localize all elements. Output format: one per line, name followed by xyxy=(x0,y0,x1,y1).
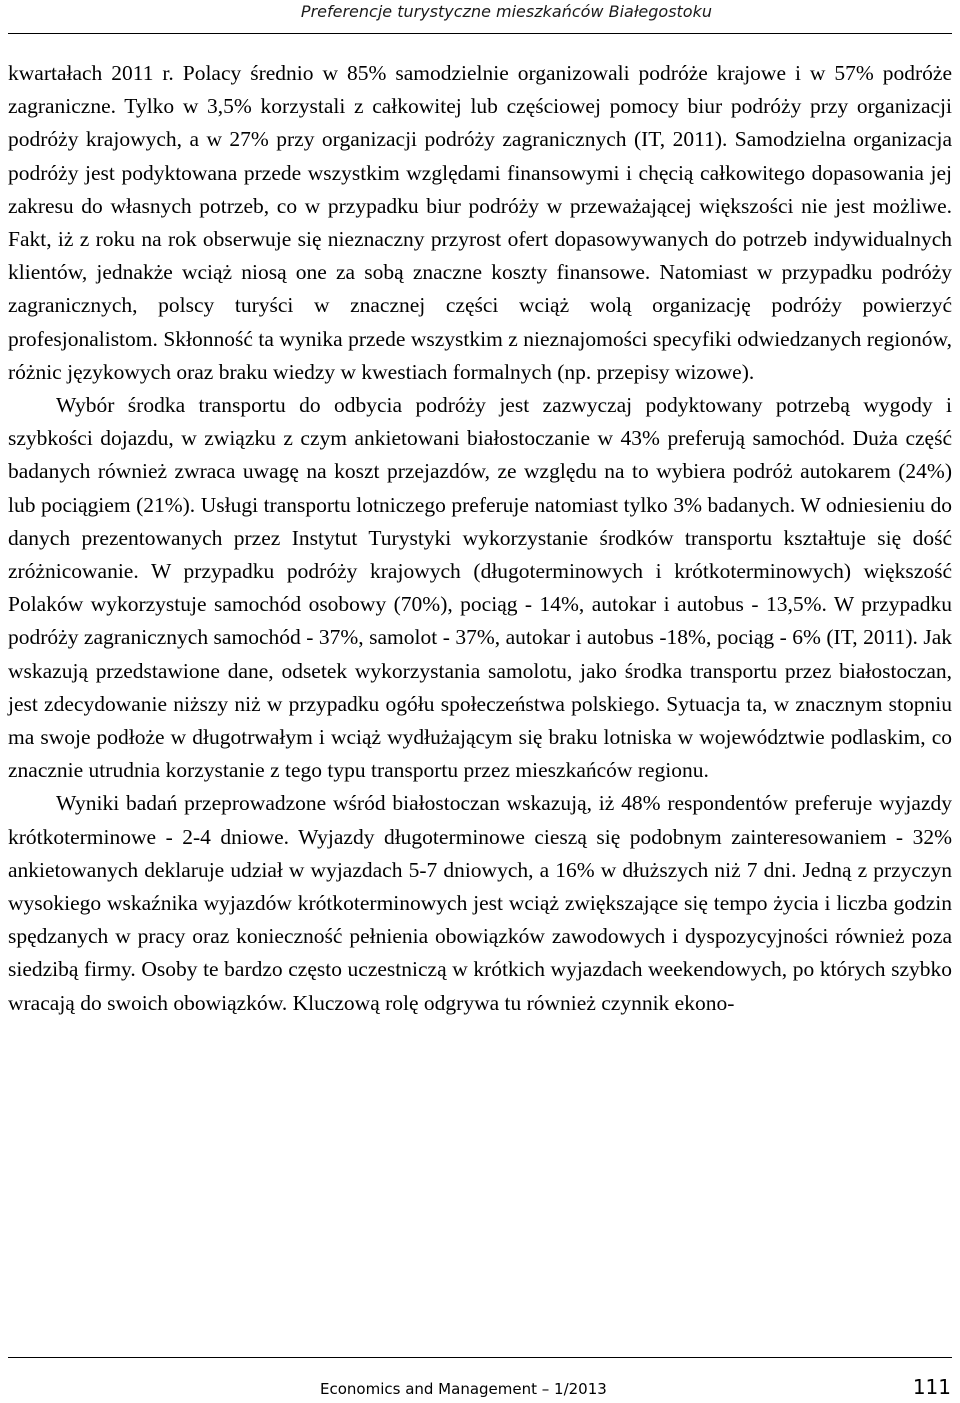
paragraph-trip-duration: Wyniki badań przeprowadzone wśród białostoczan wskazują, iż 48% respondentów preferuje wyjazdy krótkoterminowe - 2-4 dniowe. Wyjazdy długoterminowe cieszą się podobnym zainteresowaniem - 32% ankietowanych deklaruje udział w wyjazdach 5-7 dniowych, a 16% w dłuższych niż 7 dni. Jedną z przyczyn wysokiego wskaźnika wyjazdów krótkoterminowych jest wciąż zwiększające się tempo życia i liczba godzin spędzanych w pracy oraz konieczność pełnienia obowiązków zawodowych i dyspozycyjności również poza siedzibą firmy. Osoby te bardzo często uczestniczą w krótkich wyjazdach weekendowych, po których szybko wracają do swoich obowiązków. Kluczową rolę odgrywa tu również czynnik ekono- xyxy=(8,791,952,1015)
paragraph-transport: Wybór środka transportu do odbycia podróży jest zazwyczaj podyktowany potrzebą wygody i szybkości dojazdu, w związku z czym ankietowani białostoczanie w 43% preferują samochód. Duża część badanych również zwraca uwagę na koszt przejazdów, ze względu na to wybiera podróż autokarem (24%) lub pociągiem (21%). Usługi transportu lotniczego preferuje natomiast tylko 3% badanych. W odniesieniu do danych prezentowanych przez Instytut Turystyki wykorzystanie środków transportu kształtuje się dość zróżnicowanie. W przypadku podróży krajowych (długoterminowych i krótkoterminowych) większość Polaków wykorzystuje samochód osobowy (70%), pociąg - 14%, autokar i autobus - 13,5%. W przypadku podróży zagranicznych samochód - 37%, samolot - 37%, autokar i autobus -18%, pociąg - 6% (IT, 2011). Jak wskazują przedstawione dane, odsetek wykorzystania samolotu, jako środka transportu przez białostoczan, jest zdecydowanie niższy niż w przypadku ogółu społeczeństwa polskiego. Sytuacja ta, w znacznym stopniu ma swoje podłoże w długotrwałym i wciąż wydłużającym się braku lotniska w województwie podlaskim, co znacznie utrudnia korzystanie z tego typu transportu przez mieszkańców regionu. xyxy=(8,393,952,783)
article-body xyxy=(8,57,952,1020)
footer-divider xyxy=(8,1357,952,1358)
header-divider xyxy=(8,33,952,34)
page-number: 111 xyxy=(912,1375,951,1399)
running-header: Preferencje turystyczne mieszkańców Białegostoku xyxy=(300,2,712,21)
journal-footer: Economics and Management – 1/2013 xyxy=(320,1380,607,1398)
paragraph-continued: kwartałach 2011 r. Polacy średnio w 85% samodzielnie organizowali podróże krajowe i w 57% podróże zagraniczne. Tylko w 3,5% korzystali z całkowitej lub częściowej pomocy biur podróży przy organizacji podróży krajowych, a w 27% przy organizacji podróży zagranicznych (IT, 2011). Samodzielna organizacja podróży jest podyktowana przede wszystkim względami finansowymi i chęcią całkowitego dopasowania jej zakresu do własnych potrzeb, co w przypadku biur podróży w przeważającej większości nie jest możliwe. Fakt, iż z roku na rok obserwuje się nieznaczny przyrost ofert dopasowywanych do potrzeb indywidualnych klientów, jednakże wciąż niosą one za sobą znaczne koszty finansowe. Natomiast w przypadku podróży zagranicznych, polscy turyści w znacznej części wciąż wolą organizację podróży powierzyć profesjonalistom. Skłonność ta wynika przede wszystkim z nieznajomości specyfiki odwiedzanych regionów, różnic językowych oraz braku wiedzy w kwestiach formalnych (np. przepisy wizowe). xyxy=(8,61,952,384)
